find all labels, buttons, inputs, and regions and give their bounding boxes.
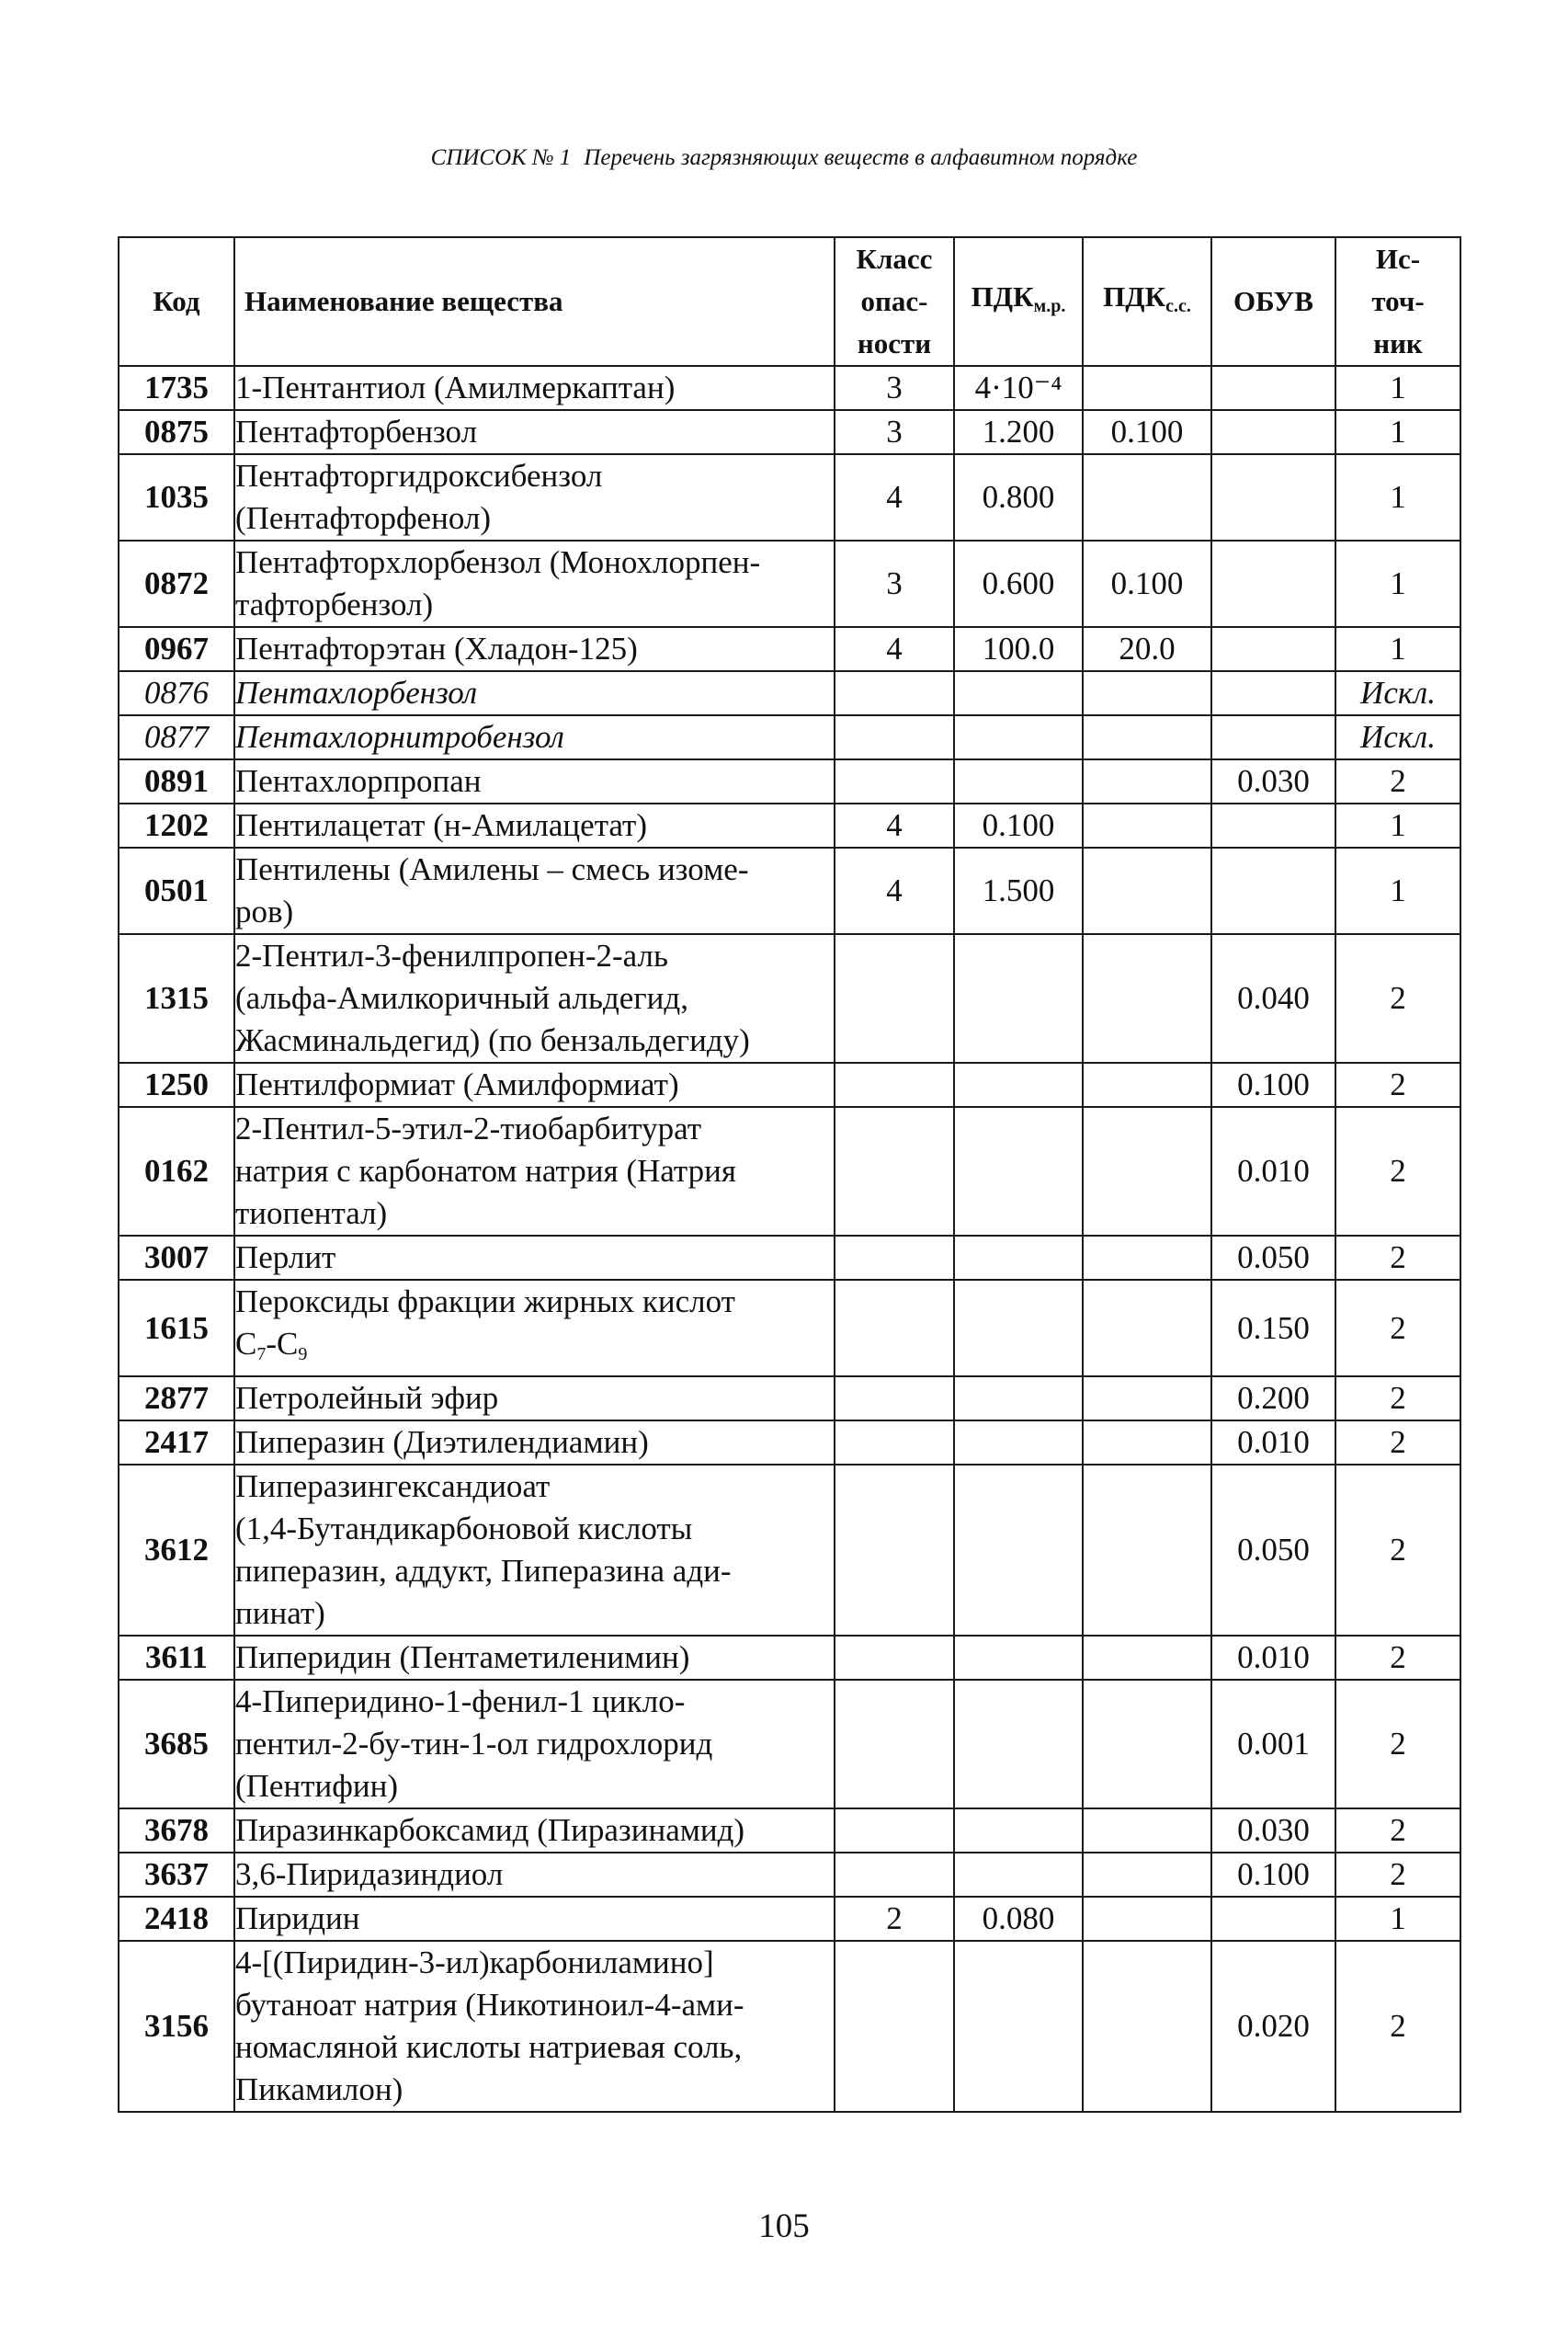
- cell-name: [234, 1107, 835, 1236]
- cell-source: 2: [1335, 1941, 1460, 2112]
- cell-pdk-ss: [1083, 1680, 1211, 1808]
- cell-code: 1035: [119, 454, 234, 541]
- table-row: [119, 1107, 1460, 1236]
- cell-obuv: 0.150: [1211, 1280, 1335, 1376]
- header-list-label: СПИСОК № 1: [430, 145, 572, 170]
- cell-hazard-class: [835, 1376, 954, 1420]
- cell-obuv: 0.200: [1211, 1376, 1335, 1420]
- table-row: [119, 541, 1460, 627]
- table-row: [119, 934, 1460, 1063]
- cell-pdk-mr: [954, 671, 1083, 715]
- cell-pdk-ss: [1083, 848, 1211, 934]
- cell-pdk-ss: [1083, 1941, 1211, 2112]
- cell-pdk-mr: 0.080: [954, 1897, 1083, 1941]
- cell-name: [234, 627, 835, 671]
- cell-name-line: (Пентифин): [235, 1768, 399, 1804]
- cell-source: 2: [1335, 1808, 1460, 1853]
- table-row: [119, 1941, 1460, 2112]
- cell-hazard-class: 4: [835, 848, 954, 934]
- cell-name-line: 4-Пиперидино-1-фенил-1 цикло-: [235, 1683, 686, 1719]
- cell-source: 1: [1335, 541, 1460, 627]
- cell-source: 2: [1335, 934, 1460, 1063]
- cell-hazard-class: [835, 671, 954, 715]
- cell-obuv: [1211, 715, 1335, 759]
- table-row: [119, 410, 1460, 454]
- table-row: [119, 1420, 1460, 1465]
- cell-obuv: 0.020: [1211, 1941, 1335, 2112]
- cell-pdk-mr: [954, 1236, 1083, 1280]
- table-row: [119, 1236, 1460, 1280]
- cell-hazard-class: [835, 1236, 954, 1280]
- cell-name-line: Перлит: [235, 1239, 336, 1275]
- cell-source: 2: [1335, 1063, 1460, 1107]
- cell-obuv: 0.050: [1211, 1465, 1335, 1636]
- cell-pdk-mr: [954, 1107, 1083, 1236]
- col-header-code: Код: [119, 237, 234, 366]
- cell-obuv: [1211, 671, 1335, 715]
- cell-pdk-ss: [1083, 934, 1211, 1063]
- cell-pdk-mr: [954, 1853, 1083, 1897]
- cell-name: [234, 1808, 835, 1853]
- cell-hazard-class: [835, 1853, 954, 1897]
- table-row: [119, 848, 1460, 934]
- cell-pdk-mr: [954, 1636, 1083, 1680]
- cell-name: [234, 1680, 835, 1808]
- cell-pdk-ss: [1083, 1897, 1211, 1941]
- page-header: [0, 145, 1568, 171]
- cell-name: [234, 410, 835, 454]
- cell-obuv: [1211, 454, 1335, 541]
- cell-pdk-ss: [1083, 759, 1211, 804]
- cell-pdk-ss: [1083, 671, 1211, 715]
- cell-source: 1: [1335, 366, 1460, 410]
- cell-hazard-class: [835, 934, 954, 1063]
- cell-name-line: 3,6-Пиридазиндиол: [235, 1856, 504, 1892]
- cell-pdk-mr: [954, 1680, 1083, 1808]
- cell-name: [234, 671, 835, 715]
- cell-name-line: Пиперидин (Пентаметиленимин): [235, 1639, 690, 1675]
- cell-obuv: 0.040: [1211, 934, 1335, 1063]
- cell-name: [234, 1280, 835, 1376]
- cell-hazard-class: 3: [835, 410, 954, 454]
- cell-code: 0872: [119, 541, 234, 627]
- cell-source: 1: [1335, 410, 1460, 454]
- cell-obuv: 0.030: [1211, 759, 1335, 804]
- cell-hazard-class: [835, 1420, 954, 1465]
- cell-hazard-class: [835, 1941, 954, 2112]
- cell-pdk-ss: 0.100: [1083, 410, 1211, 454]
- cell-pdk-ss: [1083, 1420, 1211, 1465]
- col-header-class: Класс опас- ности: [835, 237, 954, 366]
- cell-code: 3678: [119, 1808, 234, 1853]
- cell-hazard-class: [835, 715, 954, 759]
- cell-pdk-mr: [954, 1808, 1083, 1853]
- cell-source: 2: [1335, 1420, 1460, 1465]
- cell-name-line: (альфа-Амилкоричный альдегид,: [235, 980, 688, 1016]
- table-row: [119, 671, 1460, 715]
- cell-source: Искл.: [1335, 715, 1460, 759]
- cell-name: [234, 1236, 835, 1280]
- cell-pdk-mr: [954, 934, 1083, 1063]
- cell-name-line: Пиридин: [235, 1900, 360, 1936]
- cell-pdk-mr: [954, 1420, 1083, 1465]
- table-row: [119, 454, 1460, 541]
- cell-hazard-class: [835, 1107, 954, 1236]
- cell-name-line: Пиразинкарбоксамид (Пиразинамид): [235, 1812, 745, 1848]
- col-header-pdk-mr: $ПДК_{м.р.}$: [954, 237, 1083, 366]
- cell-obuv: [1211, 541, 1335, 627]
- cell-pdk-mr: 0.100: [954, 804, 1083, 848]
- cell-name-line: ров): [235, 894, 294, 929]
- cell-pdk-mr: 0.800: [954, 454, 1083, 541]
- cell-code: 0876: [119, 671, 234, 715]
- cell-name: [234, 804, 835, 848]
- col-header-pdk-ss: $ПДК_{с.с.}$: [1083, 237, 1211, 366]
- table-body: [119, 366, 1460, 2112]
- cell-name-line: пиперазин, аддукт, Пиперазина ади-: [235, 1553, 732, 1589]
- cell-code: 0877: [119, 715, 234, 759]
- table-row: [119, 1465, 1460, 1636]
- table-row: [119, 1063, 1460, 1107]
- cell-name-line: 2-Пентил-5-этил-2-тиобарбитурат: [235, 1111, 701, 1146]
- cell-name-line: пинат): [235, 1595, 325, 1631]
- substance-table: [118, 236, 1461, 2113]
- cell-code: 1202: [119, 804, 234, 848]
- cell-name: [234, 934, 835, 1063]
- cell-hazard-class: 4: [835, 804, 954, 848]
- cell-name-line: Петролейный эфир: [235, 1380, 499, 1416]
- table-row: [119, 1376, 1460, 1420]
- cell-hazard-class: 2: [835, 1897, 954, 1941]
- table-row: [119, 715, 1460, 759]
- cell-name: [234, 1465, 835, 1636]
- cell-obuv: 0.050: [1211, 1236, 1335, 1280]
- cell-hazard-class: 4: [835, 627, 954, 671]
- cell-obuv: 0.010: [1211, 1107, 1335, 1236]
- cell-code: 3637: [119, 1853, 234, 1897]
- cell-name-line: Пентилены (Амилены – смесь изоме-: [235, 851, 749, 887]
- cell-name: [234, 1853, 835, 1897]
- cell-code: 3612: [119, 1465, 234, 1636]
- cell-pdk-mr: [954, 1063, 1083, 1107]
- cell-code: 1735: [119, 366, 234, 410]
- cell-pdk-ss: [1083, 366, 1211, 410]
- cell-source: 2: [1335, 1636, 1460, 1680]
- cell-name-line: Пентафторхлорбензол (Монохлорпен-: [235, 544, 761, 580]
- cell-name-line: Пентафторбензол: [235, 414, 478, 450]
- cell-pdk-mr: [954, 1376, 1083, 1420]
- cell-obuv: [1211, 804, 1335, 848]
- cell-name-line: номасляной кислоты натриевая соль,: [235, 2029, 743, 2065]
- cell-name-line: Пиперазин (Диэтилендиамин): [235, 1424, 649, 1460]
- col-header-source: Ис- точ- ник: [1335, 237, 1460, 366]
- cell-pdk-ss: [1083, 1853, 1211, 1897]
- cell-name-line: натрия с карбонатом натрия (Натрия: [235, 1153, 736, 1189]
- cell-code: 1250: [119, 1063, 234, 1107]
- cell-hazard-class: [835, 1465, 954, 1636]
- cell-source: 2: [1335, 1376, 1460, 1420]
- table-row: [119, 1280, 1460, 1376]
- cell-code: 2418: [119, 1897, 234, 1941]
- cell-code: 3685: [119, 1680, 234, 1808]
- cell-name-line: 4-[(Пиридин-3-ил)карбониламино]: [235, 1945, 714, 1980]
- cell-pdk-mr: 0.600: [954, 541, 1083, 627]
- cell-pdk-mr: 4·10⁻⁴: [954, 366, 1083, 410]
- cell-code: 3007: [119, 1236, 234, 1280]
- cell-name-line: Пентахлорпропан: [235, 763, 482, 799]
- cell-pdk-ss: [1083, 1376, 1211, 1420]
- cell-source: 2: [1335, 1107, 1460, 1236]
- cell-source: Искл.: [1335, 671, 1460, 715]
- cell-name: [234, 1897, 835, 1941]
- cell-pdk-ss: 0.100: [1083, 541, 1211, 627]
- cell-pdk-mr: [954, 715, 1083, 759]
- cell-name: [234, 1376, 835, 1420]
- cell-obuv: [1211, 366, 1335, 410]
- cell-name: [234, 454, 835, 541]
- cell-code: 3611: [119, 1636, 234, 1680]
- cell-name-line: Пентафторгидроксибензол: [235, 458, 603, 494]
- table-row: [119, 1853, 1460, 1897]
- cell-pdk-ss: 20.0: [1083, 627, 1211, 671]
- cell-pdk-ss: [1083, 454, 1211, 541]
- cell-obuv: 0.100: [1211, 1853, 1335, 1897]
- cell-name-line: бутаноат натрия (Никотиноил-4-ами-: [235, 1987, 744, 2023]
- table-row: [119, 366, 1460, 410]
- cell-pdk-ss: [1083, 1465, 1211, 1636]
- cell-name: [234, 366, 835, 410]
- cell-pdk-ss: [1083, 804, 1211, 848]
- cell-obuv: [1211, 627, 1335, 671]
- header-title: Перечень загрязняющих веществ в алфавитном порядке: [584, 145, 1138, 170]
- cell-code: 0967: [119, 627, 234, 671]
- table-row: [119, 1636, 1460, 1680]
- cell-hazard-class: [835, 759, 954, 804]
- cell-name-line: Пентафторэтан (Хладон-125): [235, 631, 638, 667]
- cell-source: 1: [1335, 627, 1460, 671]
- cell-code: 1315: [119, 934, 234, 1063]
- cell-pdk-ss: [1083, 1636, 1211, 1680]
- cell-pdk-mr: [954, 1941, 1083, 2112]
- cell-obuv: 0.001: [1211, 1680, 1335, 1808]
- table-row: [119, 759, 1460, 804]
- cell-source: 1: [1335, 804, 1460, 848]
- cell-obuv: [1211, 848, 1335, 934]
- cell-hazard-class: [835, 1063, 954, 1107]
- cell-name-line: Жасминальдегид) (по бензальдегиду): [235, 1022, 750, 1058]
- cell-source: 1: [1335, 1897, 1460, 1941]
- cell-name: [234, 1636, 835, 1680]
- cell-pdk-ss: [1083, 1236, 1211, 1280]
- cell-name-line: 1-Пентантиол (Амилмеркаптан): [235, 370, 676, 405]
- cell-source: 2: [1335, 1465, 1460, 1636]
- page-number: 105: [758, 2207, 810, 2245]
- cell-name-line: тафторбензол): [235, 587, 434, 622]
- cell-name-line: Пентахлорбензол: [235, 675, 478, 711]
- cell-obuv: 0.100: [1211, 1063, 1335, 1107]
- cell-name-line: (Пентафторфенол): [235, 500, 492, 536]
- cell-pdk-ss: [1083, 715, 1211, 759]
- cell-name-line: (1,4-Бутандикарбоновой кислоты: [235, 1511, 693, 1546]
- cell-hazard-class: [835, 1808, 954, 1853]
- cell-obuv: 0.010: [1211, 1636, 1335, 1680]
- cell-pdk-mr: 1.200: [954, 410, 1083, 454]
- cell-name-line: Пероксиды фракции жирных кислот: [235, 1283, 735, 1319]
- cell-source: 2: [1335, 1280, 1460, 1376]
- cell-hazard-class: [835, 1680, 954, 1808]
- cell-code: 0162: [119, 1107, 234, 1236]
- cell-obuv: [1211, 1897, 1335, 1941]
- cell-code: 0891: [119, 759, 234, 804]
- cell-name: [234, 715, 835, 759]
- table-row: [119, 804, 1460, 848]
- table-row: [119, 1897, 1460, 1941]
- cell-code: 1615: [119, 1280, 234, 1376]
- cell-name-line: Пикамилон): [235, 2071, 403, 2107]
- cell-pdk-ss: [1083, 1063, 1211, 1107]
- cell-source: 2: [1335, 759, 1460, 804]
- cell-hazard-class: [835, 1280, 954, 1376]
- cell-name: [234, 759, 835, 804]
- cell-source: 2: [1335, 1680, 1460, 1808]
- cell-name: [234, 1941, 835, 2112]
- cell-code: 3156: [119, 1941, 234, 2112]
- cell-obuv: [1211, 410, 1335, 454]
- table-row: [119, 627, 1460, 671]
- cell-hazard-class: 4: [835, 454, 954, 541]
- cell-source: 1: [1335, 848, 1460, 934]
- cell-name-line: тиопентал): [235, 1195, 388, 1231]
- cell-pdk-ss: [1083, 1107, 1211, 1236]
- cell-pdk-mr: [954, 759, 1083, 804]
- cell-obuv: 0.030: [1211, 1808, 1335, 1853]
- cell-code: 0875: [119, 410, 234, 454]
- cell-code: 0501: [119, 848, 234, 934]
- cell-name-formula: $C_7-C_9$: [235, 1326, 308, 1364]
- cell-obuv: 0.010: [1211, 1420, 1335, 1465]
- cell-name-line: Пиперазингександиоат: [235, 1468, 551, 1504]
- cell-hazard-class: 3: [835, 366, 954, 410]
- cell-name-line: Пентахлорнитробензол: [235, 719, 564, 755]
- cell-source: 2: [1335, 1853, 1460, 1897]
- cell-pdk-mr: [954, 1280, 1083, 1376]
- col-header-name: Наименование вещества: [234, 237, 835, 366]
- table-row: [119, 1680, 1460, 1808]
- cell-code: 2417: [119, 1420, 234, 1465]
- cell-name: [234, 541, 835, 627]
- cell-name-line: пентил-2-бу-тин-1-ол гидрохлорид: [235, 1726, 713, 1762]
- cell-source: 1: [1335, 454, 1460, 541]
- cell-pdk-ss: [1083, 1808, 1211, 1853]
- cell-hazard-class: 3: [835, 541, 954, 627]
- table-row: [119, 1808, 1460, 1853]
- cell-name-line: Пентилформиат (Амилформиат): [235, 1066, 679, 1102]
- cell-name-line: 2-Пентил-3-фенилпропен-2-аль: [235, 938, 668, 974]
- cell-pdk-mr: 1.500: [954, 848, 1083, 934]
- cell-pdk-mr: [954, 1465, 1083, 1636]
- table-header-row: [119, 237, 1460, 366]
- cell-name: [234, 1420, 835, 1465]
- cell-name-line: Пентилацетат (н-Амилацетат): [235, 807, 647, 843]
- cell-name: [234, 1063, 835, 1107]
- col-header-obuv: ОБУВ: [1211, 237, 1335, 366]
- cell-hazard-class: [835, 1636, 954, 1680]
- cell-pdk-mr: 100.0: [954, 627, 1083, 671]
- cell-source: 2: [1335, 1236, 1460, 1280]
- cell-pdk-ss: [1083, 1280, 1211, 1376]
- cell-name: [234, 848, 835, 934]
- cell-code: 2877: [119, 1376, 234, 1420]
